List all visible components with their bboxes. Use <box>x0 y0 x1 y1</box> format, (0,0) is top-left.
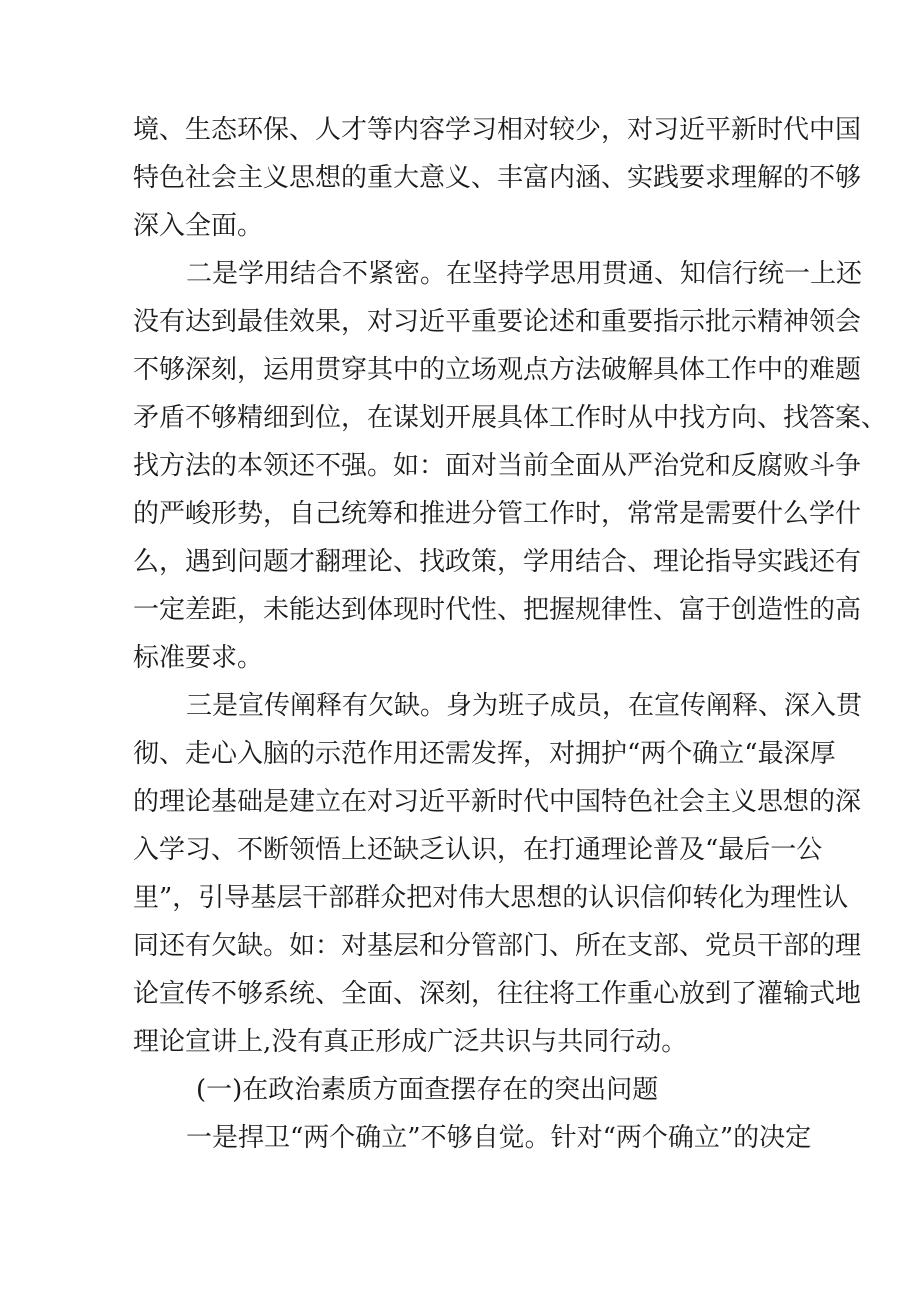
paragraph-heading-line: 一是捍卫“两个确立”不够自觉。针对“两个确立”的决定 <box>186 1123 812 1153</box>
text-line: 找方法的本领还不强。如：面对当前全面从严治党和反腐败斗争 <box>133 451 862 481</box>
text-line: 深入全面。 <box>133 211 264 241</box>
text-line: 矛盾不够精细到位，在谋划开展具体工作时从中找方向、找答案、 <box>133 403 888 433</box>
text-line: 彻、走心入脑的示范作用还需发挥，对拥护“两个确立“最深厚 <box>133 739 836 769</box>
text-line: 同还有欠缺。如：对基层和分管部门、所在支部、党员干部的理 <box>133 931 862 961</box>
text-line: 论宣传不够系统、全面、深刻，往往将工作重心放到了灌输式地 <box>133 979 862 1009</box>
paragraph-heading-line: 二是学用结合不紧密。在坚持学思用贯通、知信行统一上还 <box>186 259 863 289</box>
text-line: 里”，引导基层干部群众把对伟大思想的认识信仰转化为理性认 <box>133 883 849 913</box>
text-line: 境、生态环保、人才等内容学习相对较少，对习近平新时代中国 <box>133 115 862 145</box>
text-line: 理论宣讲上,没有真正形成广泛共识与共同行动。 <box>133 1027 688 1057</box>
text-line: 么，遇到问题才翻理论、找政策，学用结合、理论指导实践还有 <box>133 547 862 577</box>
paragraph-heading-line: 三是宣传阐释有欠缺。身为班子成员，在宣传阐释、深入贯 <box>186 691 863 721</box>
text-line: 不够深刻，运用贯穿其中的立场观点方法破解具体工作中的难题 <box>133 355 862 385</box>
section-heading: (一)在政治素质方面查摆存在的突出问题 <box>196 1075 659 1105</box>
text-line: 标准要求。 <box>133 643 264 673</box>
text-line: 没有达到最佳效果，对习近平重要论述和重要指示批示精神领会 <box>133 307 862 337</box>
text-line: 的严峻形势，自己统筹和推进分管工作时，常常是需要什么学什 <box>133 499 862 529</box>
text-line: 入学习、不断领悟上还缺乏认识，在打通理论普及“最后一公 <box>133 835 823 865</box>
text-line: 的理论基础是建立在对习近平新时代中国特色社会主义思想的深 <box>133 787 862 817</box>
text-line: 一定差距，未能达到体现时代性、把握规律性、富于创造性的高 <box>133 595 862 625</box>
text-line: 特色社会主义思想的重大意义、丰富内涵、实践要求理解的不够 <box>133 163 862 193</box>
